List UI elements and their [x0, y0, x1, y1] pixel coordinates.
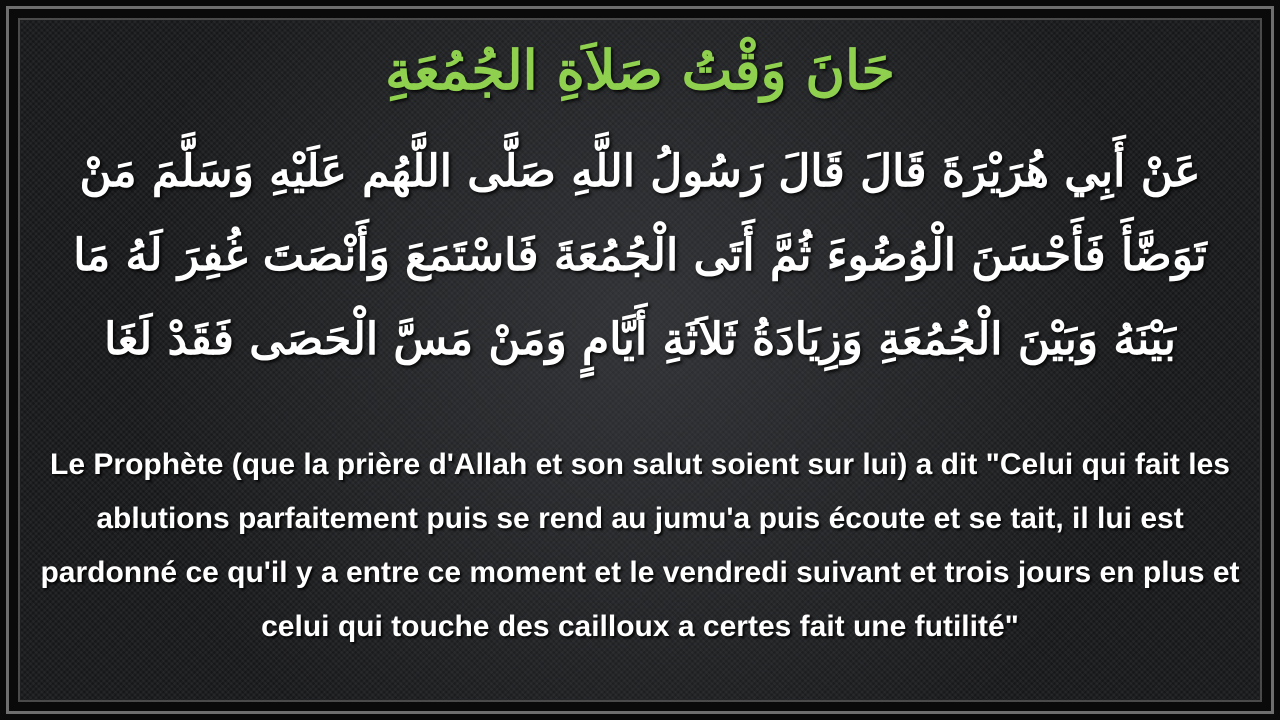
content-panel	[18, 18, 1262, 702]
hadith-french-translation: Le Prophète (que la prière d'Allah et son salut soient sur lui) a dit "Celui qui fait les ablutions parfaitement puis se rend au jumu'a puis écoute et se tait, il lui est pardonné ce qu'il y a entre ce moment et le vendredi suivant et trois jours en plus et celui qui touche des cailloux a certes fait une futilité"	[40, 448, 1240, 643]
title-arabic: حَانَ وَقْتُ صَلاَةِ الجُمُعَةِ	[385, 38, 895, 102]
hadith-arabic-text: عَنْ أَبِي هُرَيْرَةَ قَالَ قَالَ رَسُولُ اللَّهِ صَلَّى اللَّهُم عَلَيْهِ وَسَلَّمَ مَنْ تَوَضَّأَ فَأَحْسَنَ الْوُضُوءَ ثُمَّ أَتَى الْجُمُعَةَ فَاسْتَمَعَ وَأَنْصَتَ غُفِرَ لَهُ مَا بَيْنَهُ وَبَيْنَ الْجُمُعَةِ وَزِيَادَةُ ثَلاَثَةِ أَيَّامٍ وَمَنْ مَسَّ الْحَصَى فَقَدْ لَغَا	[73, 146, 1207, 365]
